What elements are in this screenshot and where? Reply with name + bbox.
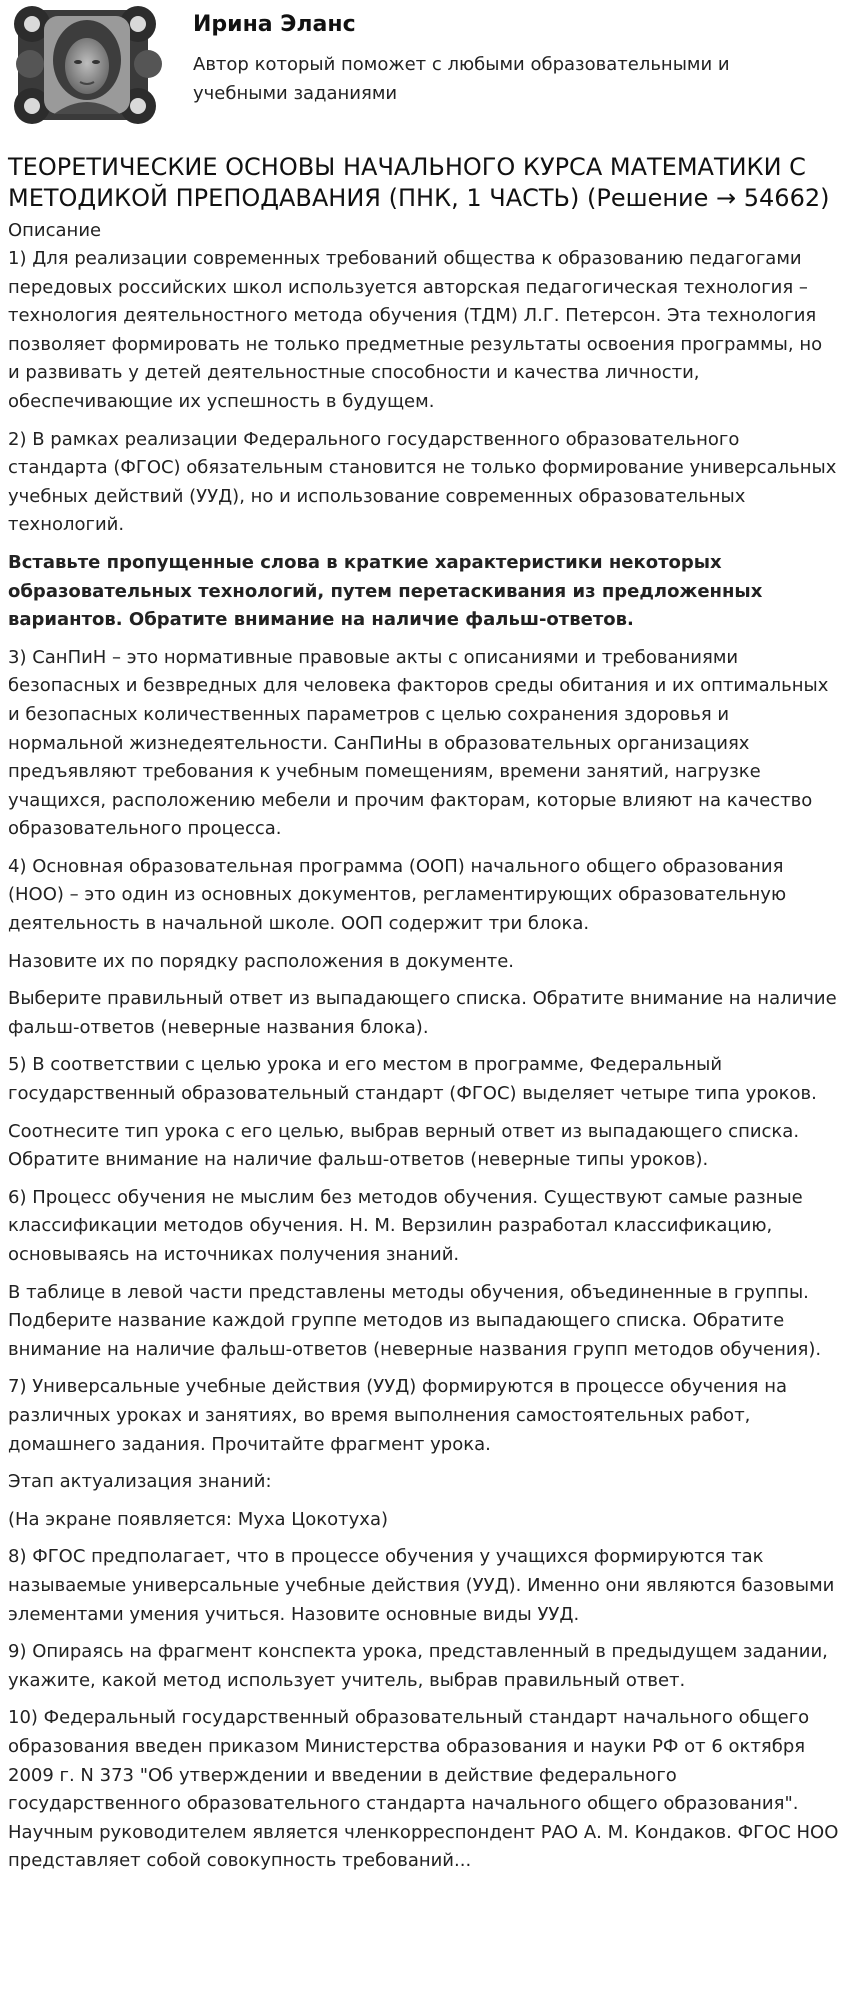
page-title: ТЕОРЕТИЧЕСКИЕ ОСНОВЫ НАЧАЛЬНОГО КУРСА МАТЕМАТИКИ С МЕТОДИКОЙ ПРЕПОДАВАНИЯ (ПНК, 1 ЧАСТЬ) (Решение → 54662) — [8, 153, 830, 212]
task-paragraph: Выберите правильный ответ из выпадающего списка. Обратите внимание на наличие фальш-ответов (неверные названия блока). — [8, 988, 837, 1038]
task-paragraph: Соотнесите тип урока с его целью, выбрав верный ответ из выпадающего списка. Обратите внимание на наличие фальш-ответов (неверные типы уроков). — [8, 1120, 800, 1171]
task-paragraph: 6) Процесс обучения не мыслим без методов обучения. Существуют самые разные классификации методов обучения. Н. М. Верзилин разработал классификацию, основываясь на источниках получения знаний. — [8, 1186, 803, 1265]
avatar[interactable] — [10, 2, 166, 126]
task-paragraph: 8) ФГОС предполагает, что в процессе обучения у учащихся формируются так называемые универсальные учебные действия (УУД). Именно они являются базовыми элементами умения учиться. Назовите основные виды УУД. — [8, 1546, 835, 1625]
task-paragraph: Назовите их по порядку расположения в документе. — [8, 950, 515, 972]
task-paragraph: 4) Основная образовательная программа (ООП) начального общего образования (НОО) – это один из основных документов, регламентирующих образовательную деятельность в начальной школе. ООП содержит три блока. — [8, 855, 787, 935]
task-paragraph: 1) Для реализации современных требований общества к образованию педагогами передовых российских школ используется авторская педагогическая технология – технология деятельностного метода обучения (ТДМ) Л.Г. Петерсон. Эта технология позволяет формировать не только предметные результаты освоения программы, но и развивать у детей деятельностные способности и качества личности, обеспечивающие их успешность в будущем. — [8, 248, 823, 412]
avatar-image — [10, 2, 166, 126]
task-paragraph: 2) В рамках реализации Федерального государственного образовательного стандарта (ФГОС) обязательным становится не только формирование универсальных учебных действий (УУД), но и использование современных образовательных технологий. — [8, 428, 837, 536]
author-name[interactable]: Ирина Эланс — [193, 12, 356, 37]
task-paragraph: 5) В соответствии с целью урока и его местом в программе, Федеральный государственный образовательный стандарт (ФГОС) выделяет четыре типа уроков. — [8, 1054, 817, 1105]
task-paragraph: 9) Опираясь на фрагмент конспекта урока, представленный в предыдущем задании, укажите, какой метод использует учитель, выбрав правильный ответ. — [8, 1641, 828, 1691]
task-paragraph: (На экране появляется: Муха Цокотуха) — [8, 1508, 389, 1530]
task-paragraph: 7) Универсальные учебные действия (УУД) формируются в процессе обучения на различных уроках и занятиях, во время выполнения самостоятельных работ, домашнего задания. Прочитайте фрагмент урока. — [8, 1376, 788, 1455]
description-content — [8, 245, 839, 1876]
task-paragraph: 3) СанПиН – это нормативные правовые акты с описаниями и требованиями безопасных и безвредных для человека факторов среды обитания и их оптимальных и безопасных количественных параметров с целью сохранения здоровья и нормальной жизнедеятельности. СанПиНы в образовательных организациях предъявляют требования к учебным помещениям, времени занятий, нагрузке учащихся, расположению мебели и прочим факторам, которые влияют на качество образовательного процесса. — [8, 646, 829, 840]
task-paragraph: 10) Федеральный государственный образовательный стандарт начального общего образования введен приказом Министерства образования и науки РФ от 6 октября 2009 г. N 373 "Об утверждении и введении в действие федерального государственного образовательного стандарта начального общего образования". Научным руководителем является членкорреспондент РАО А. М. Кондаков. ФГОС НОО представляет собой совокупность требований... — [8, 1707, 839, 1872]
task-instruction: Вставьте пропущенные слова в краткие характеристики некоторых образовательных технологий, путем перетаскивания из предложенных вариантов. Обратите внимание на наличие фальш-ответов. — [8, 551, 763, 631]
author-card — [8, 0, 839, 140]
description-label: Описание — [8, 220, 102, 241]
task-paragraph: Этап актуализация знаний: — [8, 1471, 272, 1493]
author-description: Автор который поможет с любыми образовательными и учебными заданиями — [193, 54, 730, 104]
task-paragraph: В таблице в левой части представлены методы обучения, объединенные в группы. Подберите название каждой группе методов из выпадающего списка. Обратите внимание на наличие фальш-ответов (неверные названия групп методов обучения). — [8, 1281, 822, 1360]
